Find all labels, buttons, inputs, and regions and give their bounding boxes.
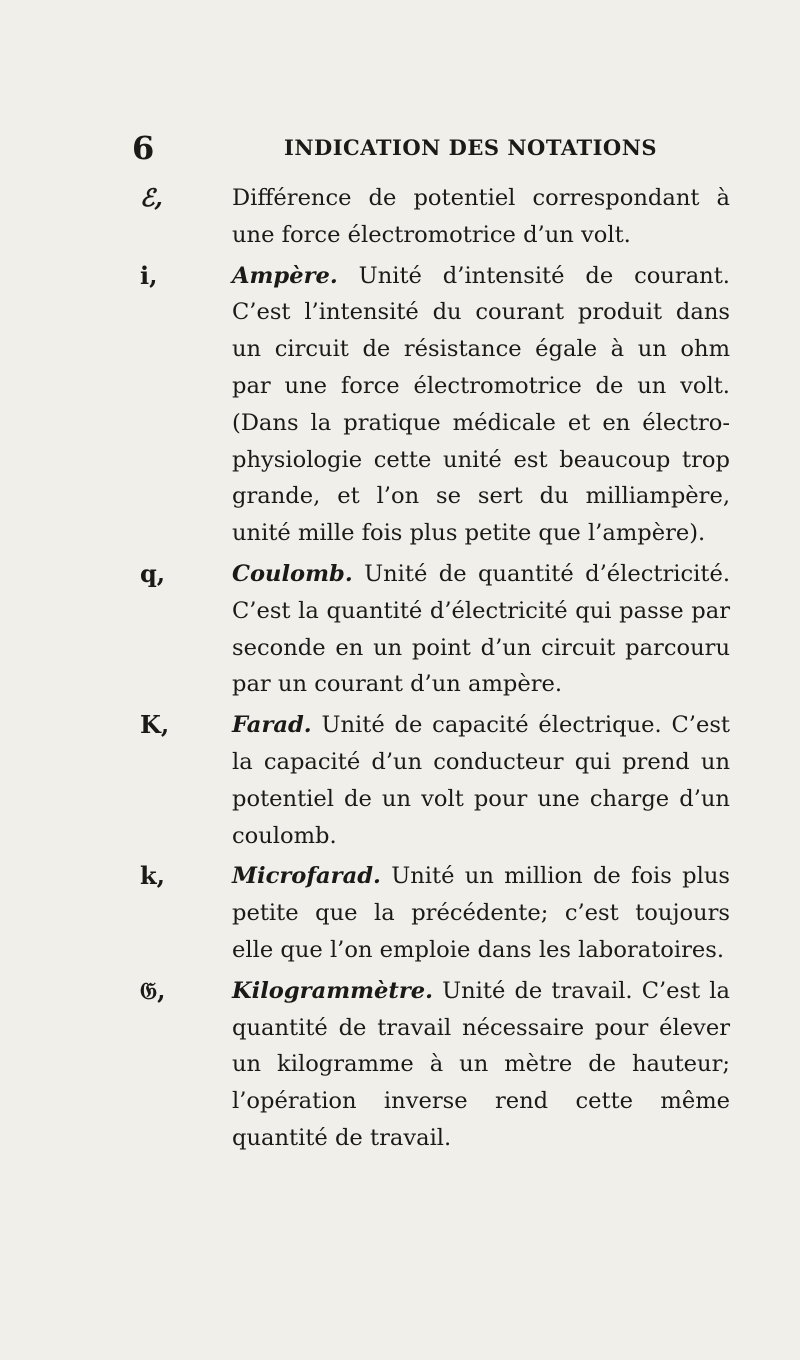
entry-text: Unité d’intensité de courant. C’est l’intensité du courant produit dans un circuit de résistance égale à un ohm par une force électromotrice de un volt. (Dans la pratique médicale et en électro-physiologie cette unité est beaucoup trop grande, et l’on se sert du milliampère, unité mille fois plus petite que l’ampère).	[232, 262, 730, 547]
entry-symbol: 𝔊,	[140, 975, 166, 1005]
entry-text: Unité de capacité électrique. C’est la capacité d’un conducteur qui prend un potentiel de un volt pour une charge d’un coulomb.	[232, 712, 730, 849]
notation-entry-potential	[140, 180, 730, 254]
notation-entry-coulomb	[140, 556, 730, 703]
entry-symbol: k,	[140, 861, 165, 891]
page-number: 6	[132, 129, 155, 167]
notation-entry-microfarad	[140, 858, 730, 968]
notation-entry-farad	[140, 707, 730, 854]
entry-term: Ampère.	[232, 262, 338, 289]
entry-term: Coulomb.	[232, 560, 353, 587]
running-head: INDICATION DES NOTATIONS	[284, 135, 658, 160]
entry-text: Unité de quantité d’électricité. C’est la quantité d’électricité qui passe par seconde en un point d’un circuit parcouru par un courant d’un ampère.	[232, 560, 731, 698]
entry-symbol: i,	[140, 260, 158, 290]
entry-term: Kilogrammètre.	[232, 977, 433, 1004]
entry-term: Microfarad.	[232, 863, 381, 890]
entry-symbol: ℰ,	[140, 183, 163, 212]
page-header	[132, 128, 672, 168]
entry-symbol: q,	[140, 558, 166, 588]
entry-text: Différence de potentiel correspondant à une force électromotrice d’un volt.	[232, 185, 730, 248]
notation-entry-kilogrammetre	[140, 973, 730, 1157]
entry-text: Unité un million de fois plus petite que la précédente; c’est toujours elle que l’on emploie dans les laboratoires.	[232, 863, 731, 963]
entry-symbol: K,	[140, 710, 170, 740]
notation-list	[140, 180, 730, 1157]
notation-entry-ampere	[140, 258, 730, 552]
entry-text: Unité de travail. C’est la quantité de travail nécessaire pour élever un kilogramme à un mètre de hauteur; l’opération inverse rend cette même quantité de travail.	[232, 977, 731, 1151]
entry-term: Farad.	[232, 712, 312, 739]
